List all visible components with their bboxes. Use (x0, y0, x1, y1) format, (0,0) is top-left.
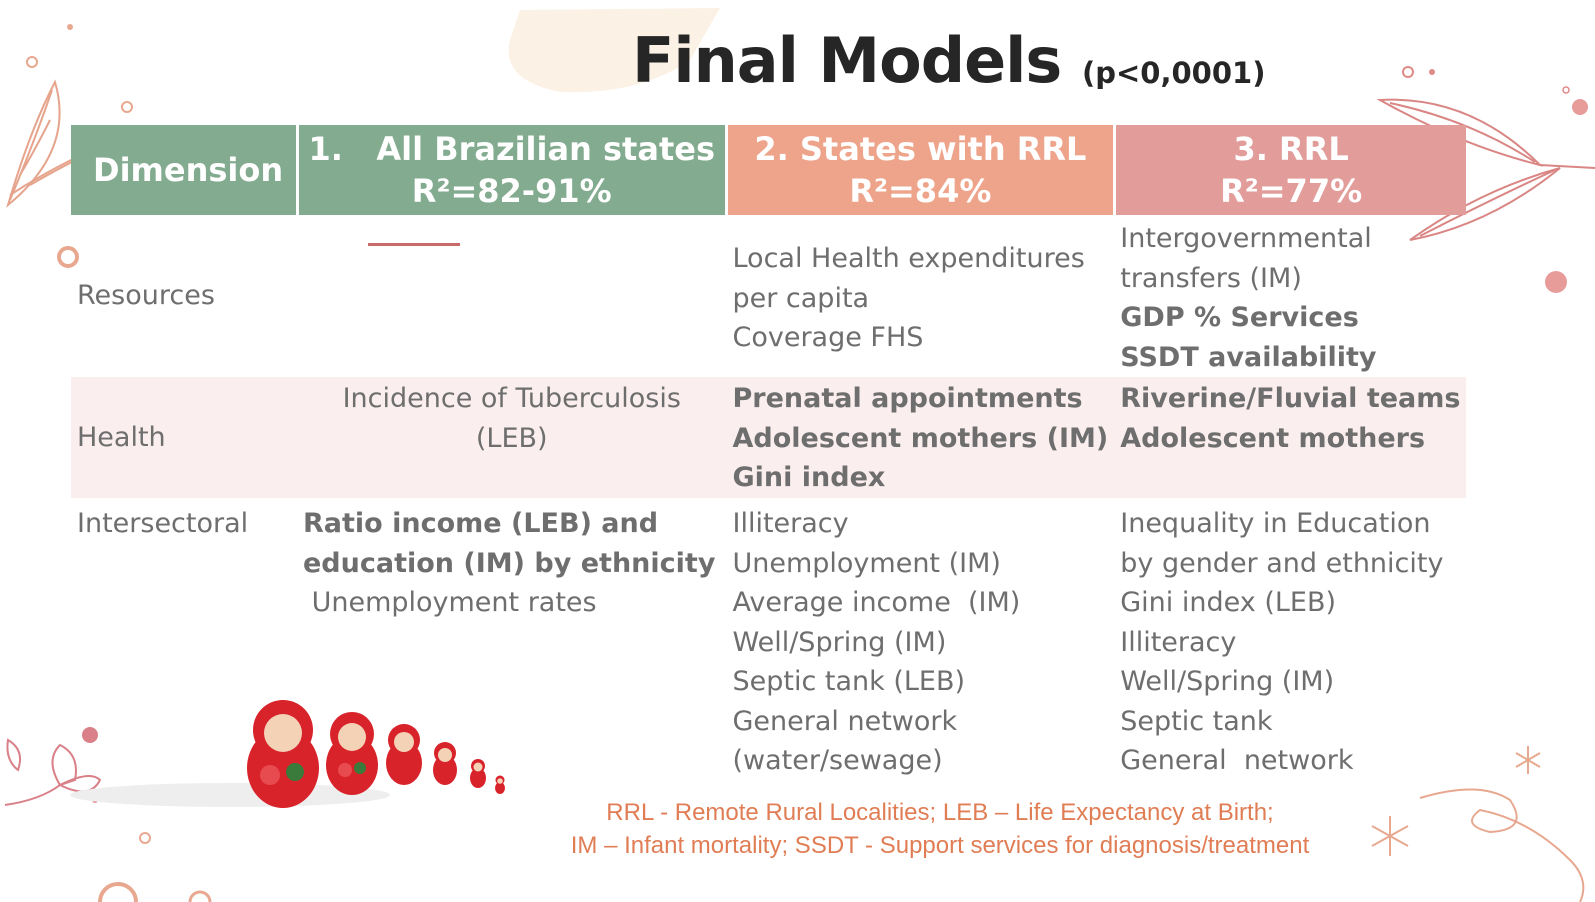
cell-line: Unemployment rates (303, 587, 597, 618)
dimension-cell: Resources (77, 280, 215, 312)
cell-line: Local Health expenditures (732, 243, 1085, 274)
header-states-with-rrl (726, 125, 1114, 215)
table-cell (297, 377, 726, 498)
cell-line: Illiteracy (732, 508, 849, 539)
cell-line: by gender and ethnicity (1120, 547, 1444, 579)
dot-icon (100, 884, 136, 902)
footnote (540, 796, 1340, 862)
page-subtitle: (p<0,0001) (1082, 56, 1266, 90)
dot-icon (190, 892, 210, 902)
cell-line: SSDT availability (1120, 341, 1377, 373)
cell-line: Septic tank (1120, 705, 1273, 737)
header-rrl (1114, 125, 1466, 215)
dimension-cell: Intersectoral (77, 508, 249, 539)
header-all-brazilian-states (297, 125, 726, 215)
empty-dash (368, 243, 460, 246)
dot-icon (1572, 99, 1588, 115)
cell-line: Adolescent mothers (IM) (732, 422, 1109, 454)
cell-line: Intergovernmental (1120, 223, 1372, 254)
dot-icon (122, 102, 132, 112)
cell-line: GDP % Services (1120, 302, 1359, 333)
cell-line: Septic tank (LEB) (732, 666, 966, 697)
dot-icon (1403, 67, 1413, 77)
cell-line: transfers (IM) (1120, 262, 1302, 294)
header-line: R²=82-91% (411, 172, 612, 210)
page-title: Final Models (632, 24, 1062, 97)
header-line: R²=84% (849, 172, 992, 210)
cell-line: Prenatal appointments (732, 383, 1083, 414)
table-row-intersectoral (71, 498, 1466, 781)
table-row-health (71, 377, 1466, 498)
cell-line: Ratio income (LEB) and (303, 508, 659, 539)
cell-line: Illiteracy (1120, 626, 1237, 658)
dot-icon (140, 833, 150, 843)
cell-line: General network (732, 705, 958, 737)
cell-line: Well/Spring (IM) (732, 626, 947, 658)
header-line: 3. RRL (1233, 130, 1349, 168)
dot-icon (1545, 271, 1567, 293)
cell-line: Incidence of Tuberculosis (342, 383, 681, 414)
cell-line: Well/Spring (IM) (1120, 666, 1335, 697)
footnote-line: IM – Infant mortality; SSDT - Support services for diagnosis/treatment (570, 832, 1310, 859)
cell-line: Inequality in Education (1120, 508, 1431, 539)
table-cell (726, 215, 1114, 377)
cell-line: Riverine/Fluvial teams (1120, 383, 1461, 414)
cell-line: General network (1120, 745, 1354, 776)
table-cell (297, 215, 726, 377)
cell-line: Gini index (LEB) (1120, 587, 1337, 618)
footnote-line: RRL - Remote Rural Localities; LEB – Life Expectancy at Birth; (606, 799, 1274, 826)
table-cell (1114, 498, 1466, 781)
header-dimension (71, 125, 297, 215)
header-line: 2. States with RRL (754, 130, 1087, 168)
header-line: Dimension (93, 151, 284, 189)
table-cell (1114, 215, 1466, 377)
table-row-resources (71, 215, 1466, 377)
dot-icon (27, 57, 37, 67)
header-line: 1. All Brazilian states (308, 130, 715, 168)
table-cell (726, 498, 1114, 781)
final-models-table (71, 125, 1466, 781)
dimension-cell: Health (71, 377, 297, 498)
table-header-row (71, 125, 1466, 215)
header-line: R²=77% (1220, 172, 1363, 210)
cell-line: Average income (IM) (732, 587, 1021, 618)
dot-icon (1429, 69, 1435, 75)
dot-icon (1563, 87, 1569, 93)
cell-line: Coverage FHS (732, 322, 924, 353)
cell-line: (water/sewage) (732, 745, 943, 776)
dot-icon (67, 24, 73, 30)
cell-line: education (IM) by ethnicity (303, 547, 716, 579)
table-cell (297, 498, 726, 781)
cell-line: Gini index (732, 462, 886, 493)
cell-line: per capita (732, 282, 870, 314)
table-cell (1114, 377, 1466, 498)
cell-line: (LEB) (475, 422, 548, 454)
table-cell (726, 377, 1114, 498)
cell-line: Adolescent mothers (1120, 422, 1426, 454)
cell-line: Unemployment (IM) (732, 547, 1001, 579)
